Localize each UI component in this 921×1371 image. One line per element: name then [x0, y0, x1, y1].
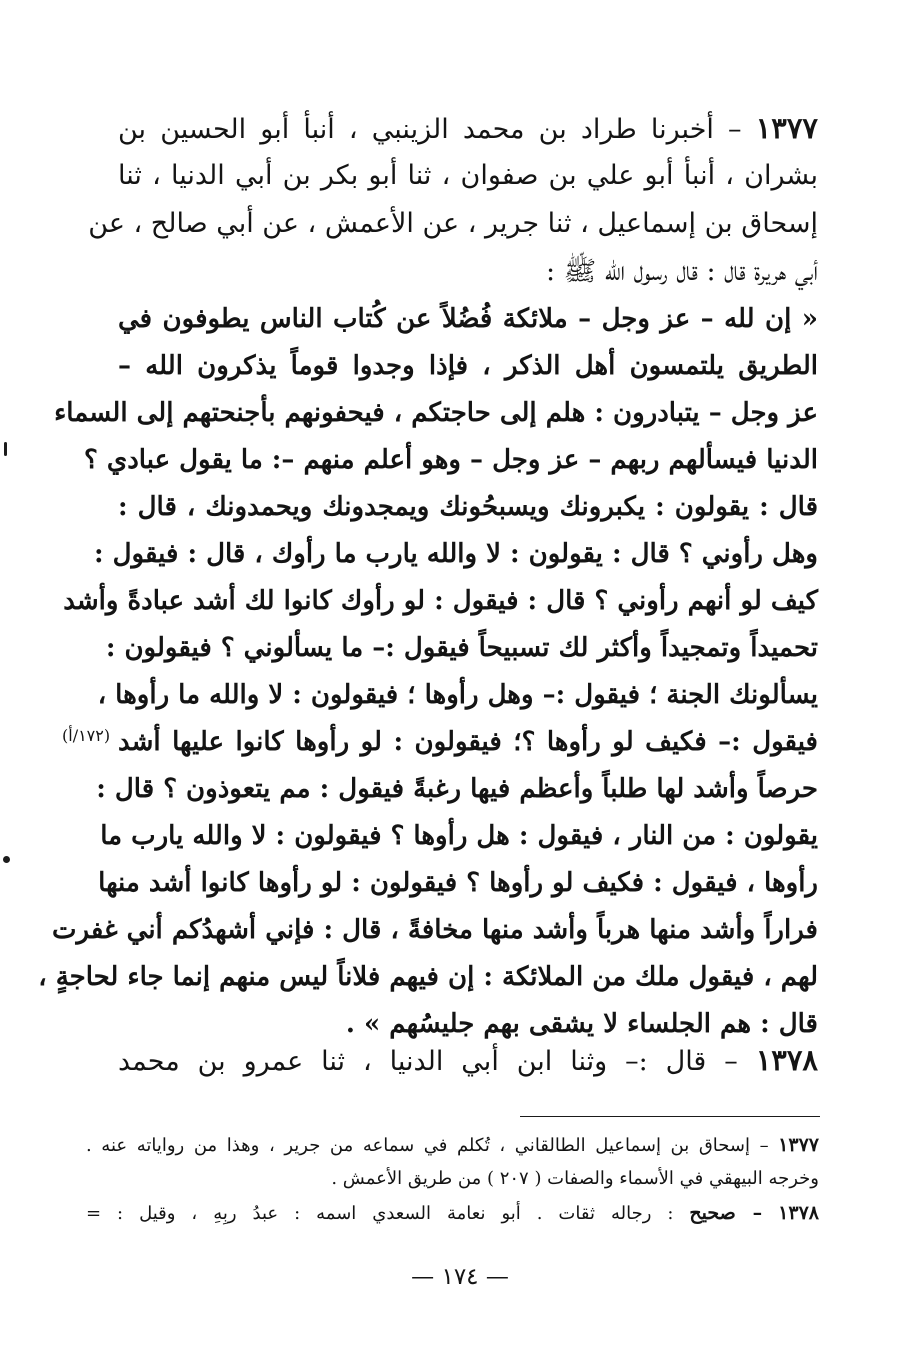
- footnote-1377-line-1: ١٣٧٧ – إسحاق بن إسماعيل الطالقاني ، تُكلم في سماعه من جرير ، وهذا من رواياته عنه .: [86, 1134, 819, 1156]
- hadith-number-1377: ١٣٧٧: [755, 111, 818, 145]
- footnote-grade-label: – صحيح: [689, 1202, 763, 1224]
- footnote-1378-line-1: ١٣٧٨ – صحيح : رجاله ثقات . أبو نعامة السعدي اسمه : عبدُ ربِهِ ، وقيل : =: [86, 1202, 819, 1224]
- matn-line-13: رأوها ، فيقول : فكيف لو رأوها ؟ فيقولون : لو رأوها كانوا أشد منها: [98, 868, 818, 898]
- footnote-number-1378: ١٣٧٨: [778, 1202, 819, 1224]
- isnad-line-1: ١٣٧٧ – أخبرنا طراد بن محمد الزينبي ، أنبأ أبو الحسين بن: [118, 111, 818, 145]
- scan-speck-upper: [4, 442, 7, 456]
- matn-line-5: قال : يقولون : يكبرونك ويسبحُونك ويمجدونك ويحمدونك ، قال :: [118, 492, 818, 522]
- isnad-line-3: إسحاق بن إسماعيل ، ثنا جرير ، عن الأعمش ، عن أبي صالح ، عن: [88, 208, 818, 239]
- scan-speck-lower: [3, 856, 10, 863]
- footnote-divider: [520, 1116, 820, 1117]
- isnad-line-4: أبي هريرة قال : قال رسول الله ﷺ :: [545, 256, 818, 287]
- isnad-line-2: بشران ، أنبأ أبو علي بن صفوان ، ثنا أبو بكر بن أبي الدنيا ، ثنا: [118, 160, 818, 191]
- matn-line-7: كيف لو أنهم رأوني ؟ قال : فيقول : لو رأوك كانوا لك أشد عبادةً وأشد: [63, 586, 818, 616]
- matn-line-1: « إن لله – عز وجل – ملائكة فُضُلاً عن كُتاب الناس يطوفون في: [118, 304, 818, 334]
- matn-line-12: يقولون : من النار ، فيقول : هل رأوها ؟ فيقولون : لا والله يارب ما: [100, 821, 818, 851]
- matn-line-14: فراراً وأشد منها هرباً وأشد منها مخافةً ، قال : فإني أشهدُكم أني غفرت: [52, 915, 818, 945]
- matn-line-6: وهل رأوني ؟ قال : يقولون : لا والله يارب ما رأوك ، قال : فيقول :: [94, 539, 818, 569]
- hadith-number-1378: ١٣٧٨: [755, 1043, 818, 1077]
- footnotes: [86, 1128, 819, 1230]
- entry-1378-line: ١٣٧٨ – قال :– وثنا ابن أبي الدنيا ، ثنا عمرو بن محمد: [118, 1043, 818, 1077]
- footnote-1377-line-2: وخرجه البيهقي في الأسماء والصفات ( ٢٠٧ ) من طريق الأعمش .: [331, 1168, 819, 1189]
- matn-line-4: الدنيا فيسألهم ربهم – عز وجل – وهو أعلم منهم –: ما يقول عبادي ؟: [84, 445, 818, 475]
- matn-line-8: تحميداً وتمجيداً وأكثر لك تسبيحاً فيقول :– ما يسألوني ؟ فيقولون :: [105, 633, 818, 663]
- folio-margin-note: (١٧٢/أ): [62, 726, 111, 745]
- entry-1377-isnad: [88, 104, 818, 296]
- matn-line-10: فيقول :– فكيف لو رأوها ؟؛ فيقولون : لو رأوها كانوا عليها أشد: [118, 727, 818, 757]
- matn-line-9: يسألونك الجنة ؛ فيقول :– وهل رأوها ؛ فيقولون : لا والله ما رأوها ،: [97, 680, 818, 710]
- matn-line-11: حرصاً وأشد لها طلباً وأعظم فيها رغبةً فيقول : مم يتعوذون ؟ قال :: [96, 774, 818, 804]
- matn-line-2: الطريق يلتمسون أهل الذكر ، فإذا وجدوا قوماً يذكرون الله –: [118, 351, 818, 381]
- page-number: — ١٧٤ —: [411, 1264, 509, 1290]
- matn-line-15: لهم ، فيقول ملك من الملائكة : إن فيهم فلاناً ليس منهم إنما جاء لحاجةٍ ،: [38, 962, 818, 992]
- footnote-number-1377: ١٣٧٧: [778, 1134, 819, 1156]
- matn-line-3: عز وجل – يتبادرون : هلم إلى حاجتكم ، فيحفونهم بأجنحتهم إلى السماء: [54, 398, 818, 428]
- matn-line-16: قال : هم الجلساء لا يشقى بهم جليسُهم » .: [345, 1009, 818, 1039]
- entry-1378: [118, 1036, 818, 1084]
